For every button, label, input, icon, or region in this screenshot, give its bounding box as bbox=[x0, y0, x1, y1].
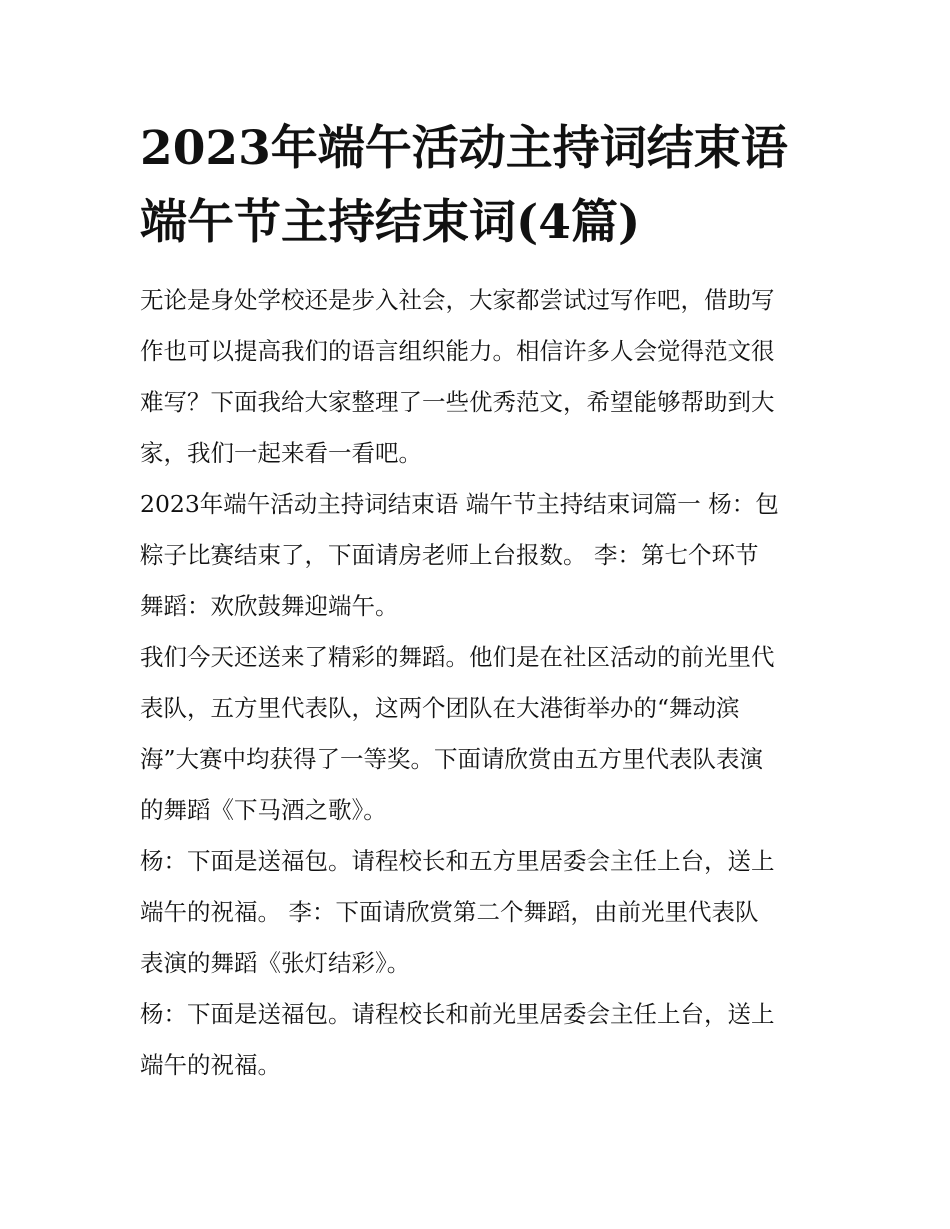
text-line: 杨：下面是送福包。请程校长和五方里居委会主任上台，送上 bbox=[140, 847, 775, 875]
paragraph-dance-intro bbox=[140, 632, 812, 836]
text-line: 粽子比赛结束了，下面请房老师上台报数。 李：第七个环节 bbox=[140, 541, 759, 569]
text-line: 表队，五方里代表队，这两个团队在大港街举办的“舞动滨 bbox=[140, 694, 740, 722]
text-line: 端午的祝福。 bbox=[140, 1051, 281, 1079]
text-line: 的舞蹈《下马酒之歌》。 bbox=[140, 796, 387, 824]
document-title bbox=[140, 112, 812, 260]
title-line-1: 2023年端午活动主持词结束语 bbox=[140, 121, 788, 176]
text-line: 海”大赛中均获得了一等奖。下面请欣赏由五方里代表队表演 bbox=[140, 745, 764, 773]
text-line: 无论是身处学校还是步入社会，大家都尝试过写作吧，借助写 bbox=[140, 286, 775, 314]
paragraph-blessing-two bbox=[140, 989, 812, 1091]
text-line: 我们今天还送来了精彩的舞蹈。他们是在社区活动的前光里代 bbox=[140, 643, 775, 671]
text-line: 家，我们一起来看一看吧。 bbox=[140, 439, 422, 467]
text-line: 作也可以提高我们的语言组织能力。相信许多人会觉得范文很 bbox=[140, 337, 775, 365]
document-page bbox=[140, 112, 812, 1091]
paragraph-intro bbox=[140, 275, 812, 479]
paragraph-section-one bbox=[140, 479, 812, 632]
text-line: 舞蹈：欢欣鼓舞迎端午。 bbox=[140, 592, 399, 620]
text-line: 杨：下面是送福包。请程校长和前光里居委会主任上台，送上 bbox=[140, 1000, 775, 1028]
paragraph-blessing-one bbox=[140, 836, 812, 989]
text-line: 2023年端午活动主持词结束语 端午节主持结束词篇一 杨：包 bbox=[140, 490, 779, 518]
text-line: 端午的祝福。 李：下面请欣赏第二个舞蹈，由前光里代表队 bbox=[140, 898, 759, 926]
text-line: 难写？下面我给大家整理了一些优秀范文，希望能够帮助到大 bbox=[140, 388, 775, 416]
title-line-2: 端午节主持结束词(4篇) bbox=[140, 195, 641, 250]
text-line: 表演的舞蹈《张灯结彩》。 bbox=[140, 949, 411, 977]
document-body bbox=[140, 275, 812, 1091]
